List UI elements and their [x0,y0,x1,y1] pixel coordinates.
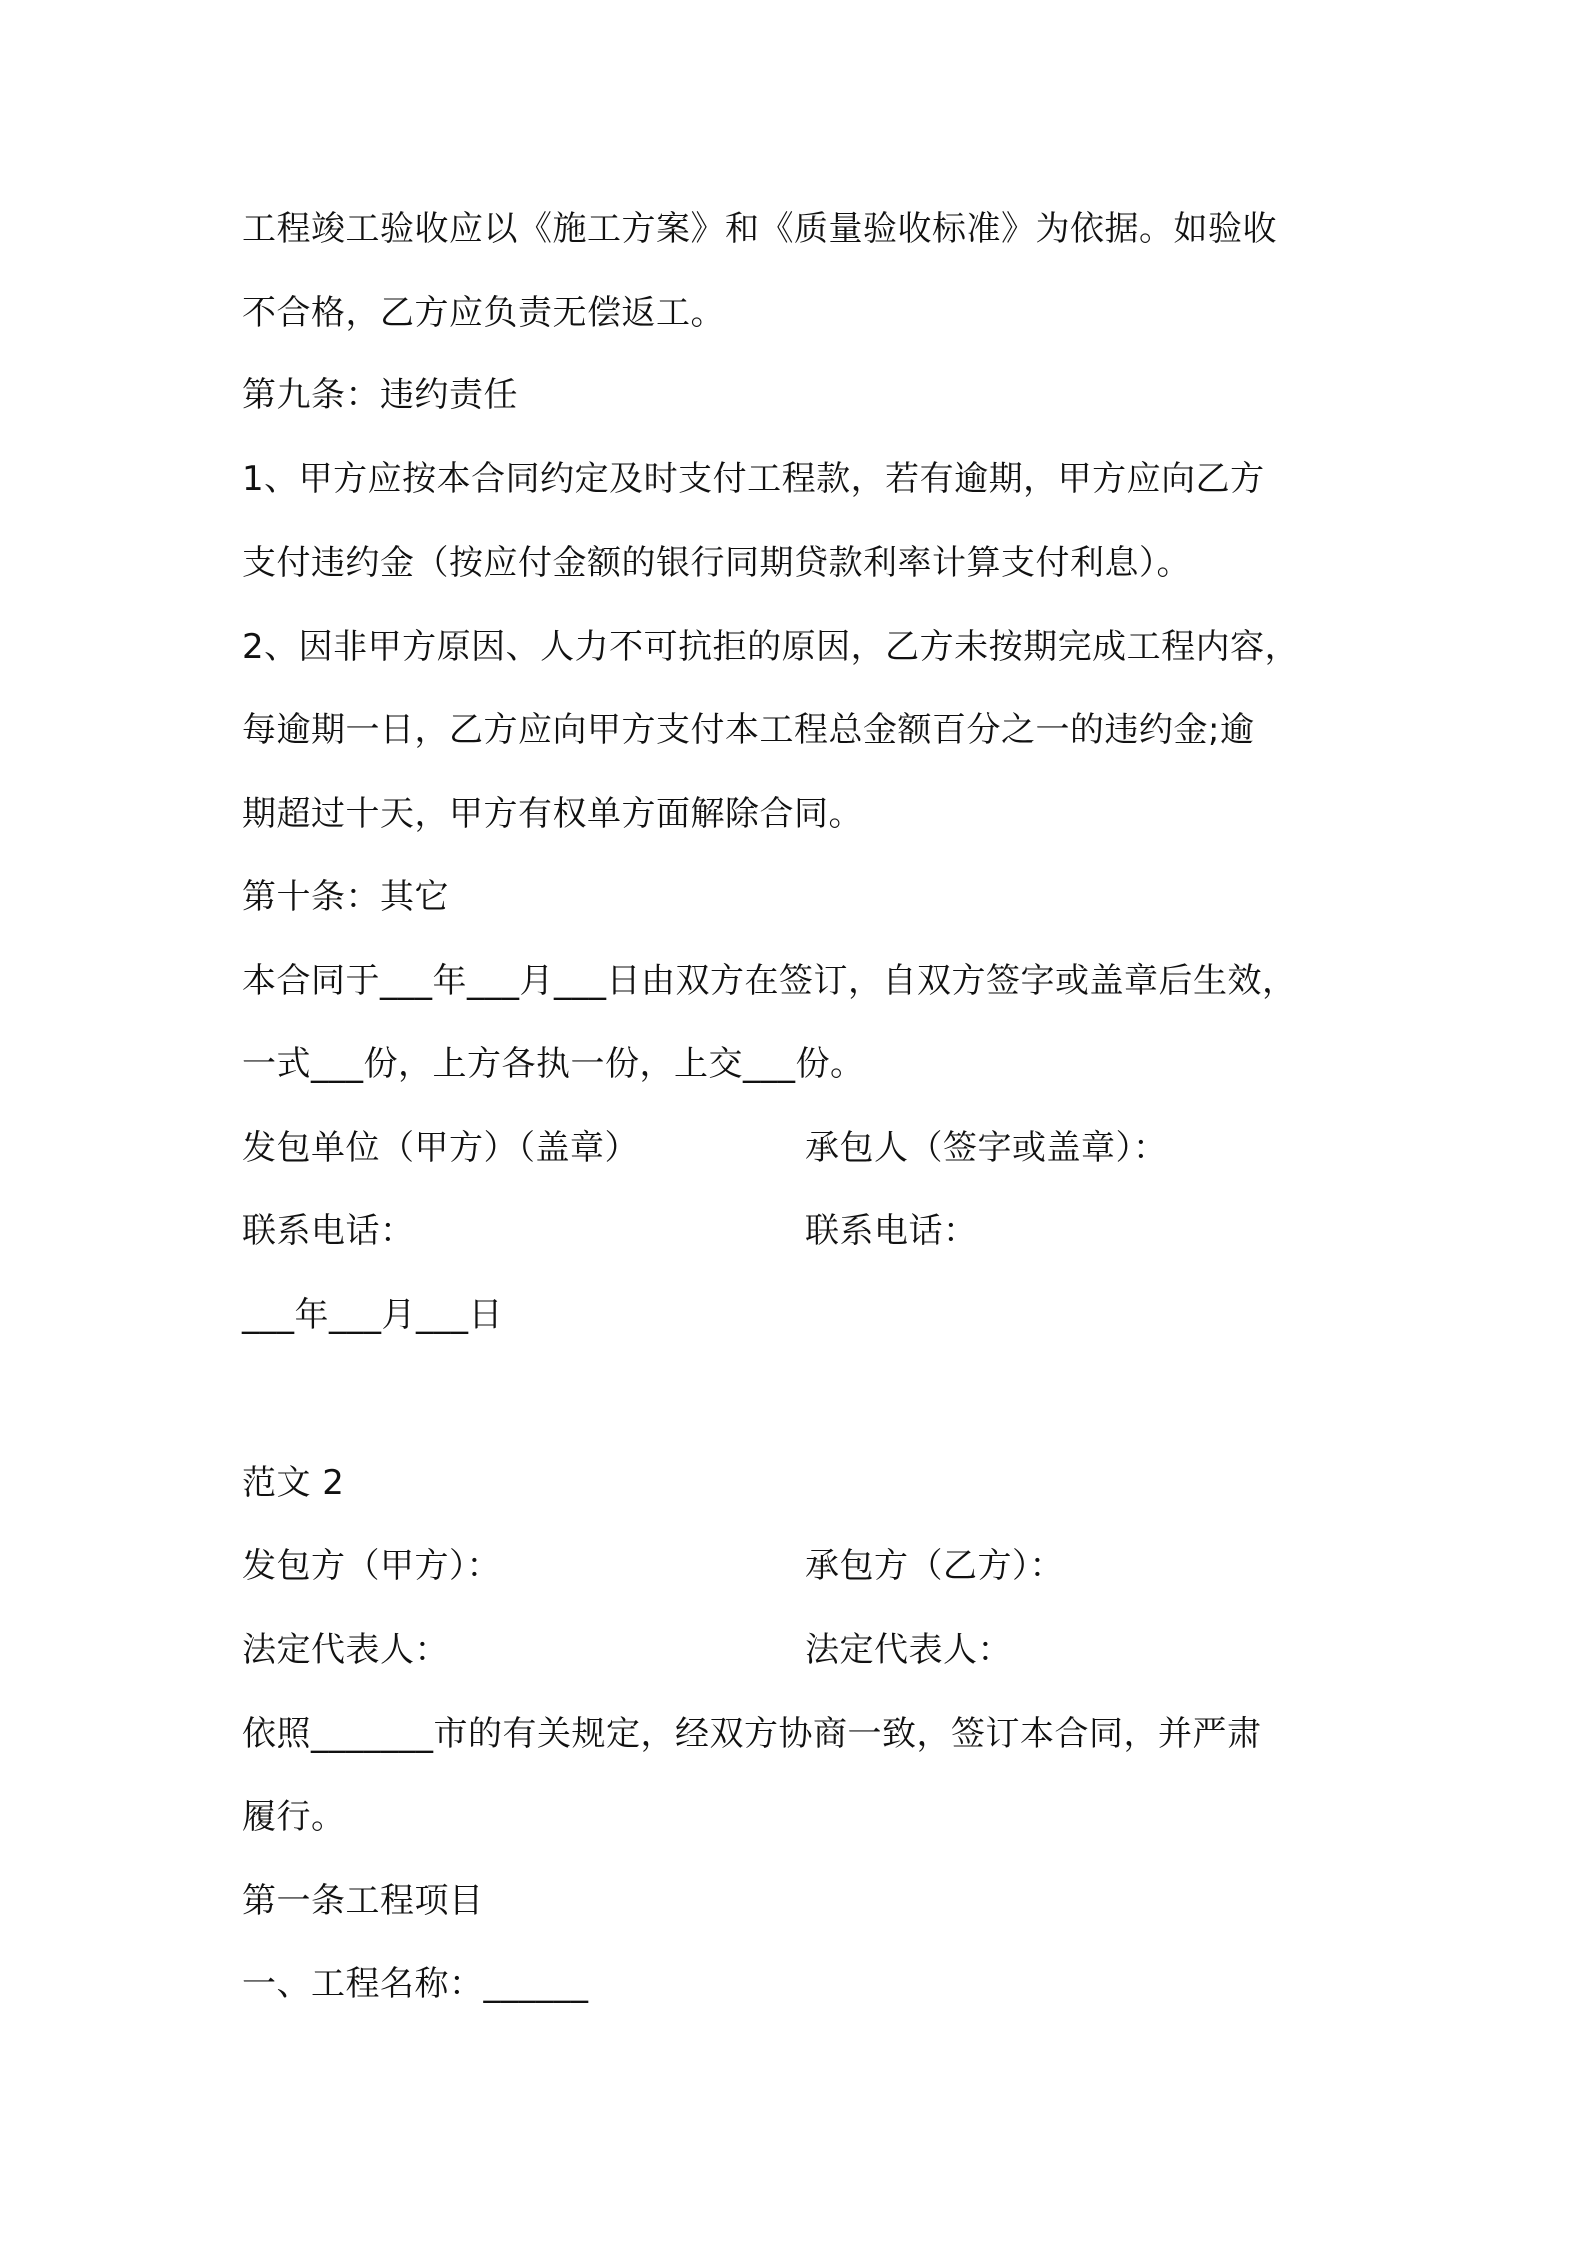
body-line: 工程竣工验收应以《施工方案》和《质量验收标准》为依据。如验收 [242,209,1277,249]
phone-label-contractor: 联系电话： [805,1211,978,1251]
article-heading: 第一条工程项目 [242,1881,484,1921]
body-line: 1、甲方应按本合同约定及时支付工程款，若有逾期，甲方应向乙方 [242,459,1265,499]
body-line: 履行。 [242,1797,346,1837]
phone-label-party-a: 联系电话： [242,1211,415,1251]
body-line: 一、工程名称：______ [242,1964,589,2004]
body-line: 支付违约金（按应付金额的银行同期贷款利率计算支付利息）。 [242,543,1191,583]
legal-rep-label-a: 法定代表人： [242,1630,449,1670]
body-line: 期超过十天，甲方有权单方面解除合同。 [242,794,863,834]
party-label-contractor: 承包方（乙方）： [805,1546,1064,1586]
body-line: 2、因非甲方原因、人力不可抗拒的原因，乙方未按期完成工程内容， [242,627,1300,667]
signature-label-party-a: 发包单位（甲方）（盖章） [242,1128,639,1168]
article-heading: 第十条：其它 [242,877,449,917]
body-line: 依照_______市的有关规定，经双方协商一致，签订本合同，并严肃 [242,1714,1262,1754]
body-line: 一式___份，上方各执一份，上交___份。 [242,1044,865,1084]
date-line: ___年___月___日 [242,1295,503,1335]
legal-rep-label-b: 法定代表人： [805,1630,1012,1670]
body-line: 本合同于___年___月___日由双方在签订，自双方签字或盖章后生效， [242,961,1297,1001]
signature-label-contractor: 承包人（签字或盖章）： [805,1128,1168,1168]
article-heading: 第九条：违约责任 [242,375,518,415]
party-label-employer: 发包方（甲方）： [242,1546,501,1586]
section-title: 范文 2 [242,1463,345,1503]
body-line: 每逾期一日，乙方应向甲方支付本工程总金额百分之一的违约金;逾 [242,710,1255,750]
body-line: 不合格，乙方应负责无偿返工。 [242,293,725,333]
